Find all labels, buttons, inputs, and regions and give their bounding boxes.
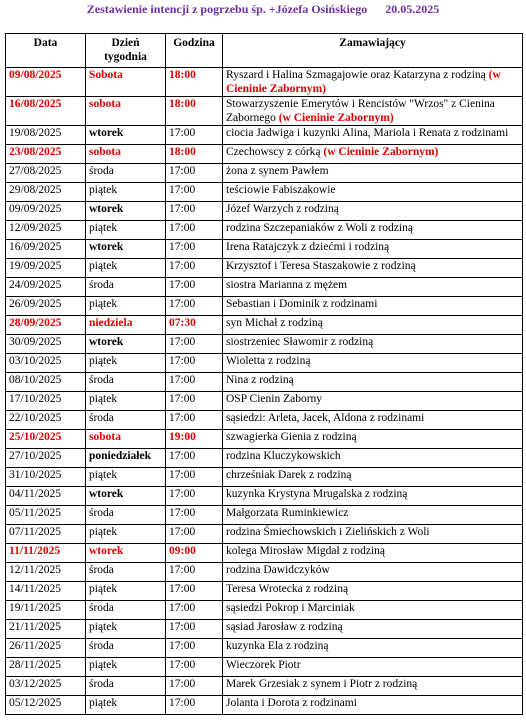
row-orderer — [223, 468, 523, 487]
orderer-text: Marek Grzesiak z synem i Piotr z rodziną — [226, 678, 418, 690]
row-orderer — [223, 449, 523, 468]
orderer-text: sąsiad Jarosław z rodziną — [226, 621, 343, 633]
row-weekday: piątek — [86, 221, 166, 240]
row-orderer — [223, 164, 523, 183]
row-date: 12/09/2025 — [6, 221, 86, 240]
row-time: 17:00 — [166, 126, 223, 145]
orderer-text: Czechowscy z córką — [226, 146, 321, 158]
row-weekday: piątek — [86, 525, 166, 544]
table-row — [6, 544, 523, 563]
row-time: 17:00 — [166, 639, 223, 658]
header-date: Data — [6, 34, 86, 68]
row-time: 17:00 — [166, 563, 223, 582]
row-date: 26/11/2025 — [6, 639, 86, 658]
document-title: Zestawienie intencji z pogrzebu śp. +Józefa Osińskiego 20.05.2025 — [86, 2, 440, 16]
row-date: 08/10/2025 — [6, 373, 86, 392]
row-time: 17:00 — [166, 221, 223, 240]
row-weekday: piątek — [86, 620, 166, 639]
table-row — [6, 677, 523, 696]
orderer-text: Krzysztof i Teresa Staszakowie z rodziną — [226, 260, 416, 272]
orderer-text: kolega Mirosław Migdał z rodziną — [226, 545, 386, 557]
row-time: 17:00 — [166, 164, 223, 183]
table-row — [6, 240, 523, 259]
row-time: 07:30 — [166, 316, 223, 335]
row-time: 17:00 — [166, 297, 223, 316]
orderer-text: rodzina Dawidczyków — [226, 564, 330, 576]
orderer-text: chrześniak Darek z rodziną — [226, 469, 352, 481]
table-row — [6, 278, 523, 297]
row-orderer — [223, 639, 523, 658]
row-weekday: środa — [86, 506, 166, 525]
row-date: 03/10/2025 — [6, 354, 86, 373]
row-time: 17:00 — [166, 620, 223, 639]
row-orderer — [223, 126, 523, 145]
orderer-text: ciocia Jadwiga i kuzynki Alina, Mariola i Renata z rodzinami — [226, 127, 509, 139]
row-orderer — [223, 544, 523, 563]
orderer-text: OSP Cienin Zaborny — [226, 393, 323, 405]
row-date: 23/08/2025 — [6, 145, 86, 164]
row-weekday: piątek — [86, 392, 166, 411]
orderer-text: Teresa Wrotecka z rodziną — [226, 583, 349, 595]
row-time: 17:00 — [166, 335, 223, 354]
table-row — [6, 164, 523, 183]
table-row — [6, 449, 523, 468]
row-orderer — [223, 145, 523, 164]
location-note: (w Cieninie Zabornym) — [323, 146, 439, 158]
table-row — [6, 506, 523, 525]
row-date: 21/11/2025 — [6, 620, 86, 639]
row-orderer — [223, 354, 523, 373]
table-row — [6, 582, 523, 601]
orderer-text: sąsiedzi: Arleta, Jacek, Aldona z rodzinami — [226, 412, 425, 424]
row-weekday: piątek — [86, 468, 166, 487]
row-weekday: piątek — [86, 696, 166, 715]
row-weekday: wtorek — [86, 487, 166, 506]
row-time: 17:00 — [166, 373, 223, 392]
row-orderer — [223, 202, 523, 221]
row-orderer — [223, 563, 523, 582]
row-time: 17:00 — [166, 601, 223, 620]
row-orderer — [223, 97, 523, 126]
row-time: 17:00 — [166, 582, 223, 601]
table-row — [6, 183, 523, 202]
row-orderer — [223, 392, 523, 411]
orderer-text: sąsiedzi Pokrop i Marciniak — [226, 602, 355, 614]
table-row — [6, 639, 523, 658]
row-date: 12/11/2025 — [6, 563, 86, 582]
table-row — [6, 145, 523, 164]
row-date: 27/08/2025 — [6, 164, 86, 183]
row-orderer — [223, 525, 523, 544]
row-orderer — [223, 297, 523, 316]
row-weekday: sobota — [86, 430, 166, 449]
row-date: 19/11/2025 — [6, 601, 86, 620]
orderer-text: Stowarzyszenie Emerytów i Rencistów "Wrzos" z Cienina Zabornego — [226, 98, 495, 124]
table-row — [6, 68, 523, 97]
row-time: 18:00 — [166, 68, 223, 97]
row-date: 17/10/2025 — [6, 392, 86, 411]
row-time: 17:00 — [166, 240, 223, 259]
row-time: 17:00 — [166, 696, 223, 715]
orderer-text: żona z synem Pawłem — [226, 165, 329, 177]
row-time: 17:00 — [166, 392, 223, 411]
row-date: 19/09/2025 — [6, 259, 86, 278]
row-weekday: środa — [86, 278, 166, 297]
table-row — [6, 696, 523, 715]
row-date: 28/09/2025 — [6, 316, 86, 335]
row-time: 17:00 — [166, 278, 223, 297]
row-weekday: środa — [86, 373, 166, 392]
orderer-text: Irena Ratajczyk z dziećmi i rodziną — [226, 241, 390, 253]
orderer-text: siostra Marianna z mężem — [226, 279, 348, 291]
row-date: 16/09/2025 — [6, 240, 86, 259]
row-weekday: wtorek — [86, 335, 166, 354]
row-weekday: wtorek — [86, 202, 166, 221]
row-orderer — [223, 221, 523, 240]
orderer-text: kuzynka Krystyna Mrugalska z rodziną — [226, 488, 408, 500]
table-row — [6, 392, 523, 411]
row-time: 17:00 — [166, 487, 223, 506]
row-orderer — [223, 278, 523, 297]
row-time: 09:00 — [166, 544, 223, 563]
row-date: 31/10/2025 — [6, 468, 86, 487]
row-orderer — [223, 601, 523, 620]
row-weekday: sobota — [86, 97, 166, 126]
orderer-text: rodzina Szczepaniaków z Woli z rodziną — [226, 222, 413, 234]
row-orderer — [223, 582, 523, 601]
row-time: 17:00 — [166, 525, 223, 544]
row-date: 09/09/2025 — [6, 202, 86, 221]
row-orderer — [223, 696, 523, 715]
row-time: 17:00 — [166, 259, 223, 278]
orderer-text: kuzynka Ela z rodziną — [226, 640, 329, 652]
table-row — [6, 126, 523, 145]
row-orderer — [223, 506, 523, 525]
table-row — [6, 563, 523, 582]
orderer-text: Jolanta i Dorota z rodzinami — [226, 697, 357, 709]
row-orderer — [223, 658, 523, 677]
table-row — [6, 97, 523, 126]
orderer-text: Wieczorek Piotr — [226, 659, 301, 671]
row-weekday: sobota — [86, 145, 166, 164]
row-time: 17:00 — [166, 658, 223, 677]
orderer-text: Ryszard i Halina Szmagajowie oraz Katarzyna z rodziną — [226, 69, 486, 81]
row-weekday: Sobota — [86, 68, 166, 97]
row-orderer — [223, 677, 523, 696]
row-date: 27/10/2025 — [6, 449, 86, 468]
orderer-text: siostrzeniec Sławomir z rodziną — [226, 336, 374, 348]
orderer-text: Sebastian i Dominik z rodzinami — [226, 298, 378, 310]
row-date: 24/09/2025 — [6, 278, 86, 297]
location-note: (w Cieninie Zabornym) — [278, 111, 394, 124]
table-body — [6, 68, 523, 715]
row-weekday: poniedziałek — [86, 449, 166, 468]
row-weekday: niedziela — [86, 316, 166, 335]
row-time: 18:00 — [166, 145, 223, 164]
row-weekday: piątek — [86, 297, 166, 316]
table-row — [6, 316, 523, 335]
row-orderer — [223, 620, 523, 639]
row-weekday: wtorek — [86, 126, 166, 145]
table-row — [6, 411, 523, 430]
table-row — [6, 202, 523, 221]
table-row — [6, 335, 523, 354]
table-row — [6, 354, 523, 373]
row-weekday: środa — [86, 601, 166, 620]
header-orderer: Zamawiający — [223, 34, 523, 68]
row-weekday: środa — [86, 677, 166, 696]
orderer-text: Nina z rodziną — [226, 374, 294, 386]
orderer-text: Małgorzata Ruminkiewicz — [226, 507, 349, 519]
row-date: 22/10/2025 — [6, 411, 86, 430]
row-date: 09/08/2025 — [6, 68, 86, 97]
row-orderer — [223, 487, 523, 506]
row-weekday: piątek — [86, 259, 166, 278]
row-date: 14/11/2025 — [6, 582, 86, 601]
table-row — [6, 487, 523, 506]
orderer-text: Wioletta z rodziną — [226, 355, 311, 367]
location-note: (w Cieninie Zabornym) — [226, 69, 501, 95]
table-row — [6, 297, 523, 316]
orderer-text: szwagierka Gienia z rodziną — [226, 431, 357, 443]
table-row — [6, 373, 523, 392]
table-row — [6, 221, 523, 240]
row-date: 07/11/2025 — [6, 525, 86, 544]
header-weekday: Dzień tygodnia — [86, 34, 166, 68]
intentions-table — [5, 33, 523, 715]
orderer-text: rodzina Śmiechowskich i Zielińskich z Woli — [226, 526, 430, 538]
table-row — [6, 468, 523, 487]
row-weekday: środa — [86, 411, 166, 430]
orderer-text: teściowie Fabiszakowie — [226, 184, 336, 196]
row-weekday: wtorek — [86, 544, 166, 563]
row-date: 28/11/2025 — [6, 658, 86, 677]
row-date: 26/09/2025 — [6, 297, 86, 316]
table-row — [6, 620, 523, 639]
row-time: 17:00 — [166, 677, 223, 696]
row-date: 29/08/2025 — [6, 183, 86, 202]
row-time: 17:00 — [166, 202, 223, 221]
row-orderer — [223, 373, 523, 392]
row-weekday: piątek — [86, 354, 166, 373]
orderer-text: Józef Warzych z rodziną — [226, 203, 339, 215]
header-time: Godzina — [166, 34, 223, 68]
row-time: 18:00 — [166, 97, 223, 126]
table-row — [6, 525, 523, 544]
row-date: 19/08/2025 — [6, 126, 86, 145]
row-date: 25/10/2025 — [6, 430, 86, 449]
orderer-text: rodzina Kluczykowskich — [226, 450, 341, 462]
row-orderer — [223, 259, 523, 278]
row-date: 05/11/2025 — [6, 506, 86, 525]
row-orderer — [223, 240, 523, 259]
row-time: 17:00 — [166, 468, 223, 487]
row-orderer — [223, 430, 523, 449]
table-row — [6, 658, 523, 677]
row-time: 17:00 — [166, 354, 223, 373]
row-time: 17:00 — [166, 183, 223, 202]
table-row — [6, 430, 523, 449]
row-time: 17:00 — [166, 411, 223, 430]
row-weekday: środa — [86, 164, 166, 183]
row-date: 04/11/2025 — [6, 487, 86, 506]
row-date: 11/11/2025 — [6, 544, 86, 563]
table-header-row — [6, 34, 523, 68]
row-orderer — [223, 68, 523, 97]
table-row — [6, 259, 523, 278]
row-weekday: wtorek — [86, 240, 166, 259]
orderer-text: syn Michał z rodziną — [226, 317, 323, 329]
row-time: 17:00 — [166, 506, 223, 525]
row-time: 17:00 — [166, 449, 223, 468]
table-row — [6, 601, 523, 620]
row-date: 16/08/2025 — [6, 97, 86, 126]
row-orderer — [223, 316, 523, 335]
row-orderer — [223, 411, 523, 430]
row-weekday: środa — [86, 563, 166, 582]
row-orderer — [223, 183, 523, 202]
row-date: 30/09/2025 — [6, 335, 86, 354]
row-orderer — [223, 335, 523, 354]
row-weekday: środa — [86, 639, 166, 658]
row-time: 19:00 — [166, 430, 223, 449]
row-weekday: piątek — [86, 183, 166, 202]
row-date: 03/12/2025 — [6, 677, 86, 696]
row-date: 05/12/2025 — [6, 696, 86, 715]
row-weekday: piątek — [86, 658, 166, 677]
row-weekday: piątek — [86, 582, 166, 601]
